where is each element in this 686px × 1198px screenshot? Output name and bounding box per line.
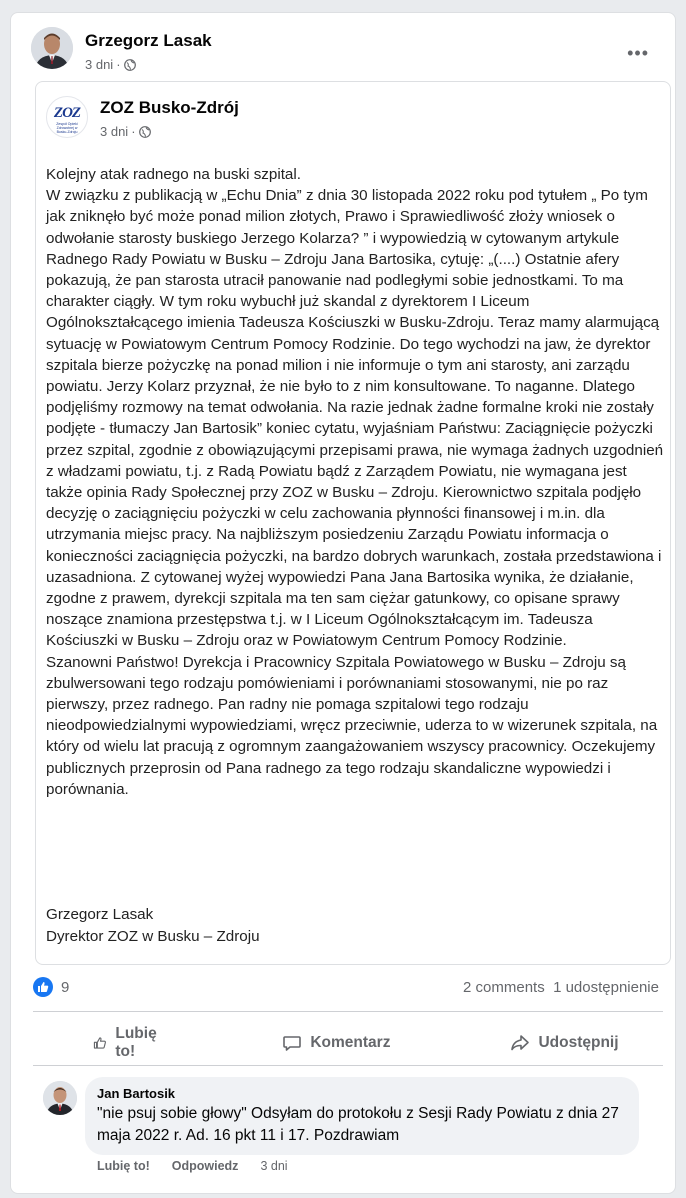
divider — [33, 1065, 663, 1066]
thumbs-up-icon — [93, 1033, 107, 1053]
shared-post — [35, 81, 671, 965]
comment-icon — [282, 1033, 302, 1053]
comment-reply-link[interactable]: Odpowiedz — [171, 1159, 239, 1173]
author-name[interactable]: Grzegorz Lasak — [85, 31, 212, 50]
globe-icon — [124, 59, 136, 71]
logo-text: ZOZ — [53, 105, 81, 121]
post-time[interactable]: 3 dni — [85, 57, 114, 72]
shares-count[interactable]: 1 udostępnienie — [553, 979, 659, 996]
post-body-text: Kolejny atak radnego na buski szpital. W związku z publikacją w „Echu Dnia” z dnia 30 listopada 2022 roku pod tytułem „ Po tym jak zniknęło być może ponad milion złotych, Prawo i Sprawiedliwość złoży wniosek o odwołanie starosty buskiego Jerzego Kolarza? ” i wypowiedzią w cytowanym artykule Radnego Rady Powiatu w Busku – Zdroju Jana Bartosika, cytuję: „(....) Ostatnie afery pokazują, że pan starosta utracił panowanie nad podległymi sobie jednostkami. To ma charakter ciągły. W tym roku wybuchł już skandal z dyrektorem I Liceum Ogólnokształcącego imienia Tadeusza Kościuszki w Busku-Zdroju. Teraz mamy alarmującą sytuację w Powiatowym Centrum Pomocy Rodzinie. Do tego wychodzi na jaw, że dyrektor szpitala bierze pożyczkę na ponad milion i nie informuje o tym ani starosty, ani zarządu powiatu. Jerzy Kolarz przyznał, że nie było to z nim konsultowane. To naganne. Dlatego podjęliśmy rozmowy na temat odwołania. Na razie jednak żadne formalne kroki nie zostały podjęte - tłumaczy Jan Bartosik” koniec cytatu, wyjaśniam Państwu: Zaciągnięcie pożyczki przez szpital, zgodnie z obowiązującymi przepisami prawa, nie wymaga żadnych uzgodnień z władzami powiatu, t.j. z Radą Powiatu bądź z Zarządem Powiatu, nie wymagana jest także opinia Rady Społecznej przy ZOZ w Busku – Zdroju. Kierownictwo szpitala podjęło decyzję o zaciągnięciu pożyczki w celu zachowania płynności finansowej i m.in. dla utrzymania miejsc pracy. Na najbliższym posiedzeniu Zarządu Powiatu informacja o konieczności zaciągnięcia pożyczki, na bardzo dobrych warunkach, została przedstawiona i uzasadniona. Z cytowanej wyżej wypowiedzi Pana Jana Bartosika wynika, że działanie, zgodne z prawem, dyrekcji szpitala ma ten sam ciężar gatunkowy, co opisane sprawy noszące znamiona przestępstwa t.j. w I Liceum Ogólnokształcącym im. Tadeusza Kościuszki w Busku – Zdroju oraz w Powiatowym Centrum Pomocy Rodzinie. Szanowni Państwo! Dyrekcja i Pracownicy Szpitala Powiatowego w Busku – Zdroju są zbulwersowani tego rodzaju pomówieniami i porównaniami stosowanymi, nie po raz pierwszy, przez radnego. Pan radny nie pomaga szpitalowi tego rodzaju nieodpowiedzialnymi wypowiedziami, wręcz przeciwnie, uderza to w wizerunek szpitala, na który od wielu lat pracują z ogromnym zaangażowaniem wszyscy pracownicy. Oczekujemy publicznych przeprosin od Pana radnego za tego rodzaju skandaliczne wypowiedzi i porównania. — [46, 166, 664, 798]
commenter-name[interactable]: Jan Bartosik — [97, 1086, 176, 1101]
share-icon — [510, 1033, 530, 1053]
like-button-label: Lubię to! — [115, 1025, 157, 1060]
post-meta: 3 dni · — [85, 57, 136, 72]
page-logo[interactable] — [46, 96, 88, 138]
shared-post-time[interactable]: 3 dni — [100, 124, 129, 139]
globe-icon — [139, 126, 151, 138]
author-avatar[interactable] — [31, 27, 73, 69]
logo-small-text: Zespół Opieki Zdrowotnej w Busku-Zdroju — [56, 122, 78, 134]
page-name[interactable]: ZOZ Busko-Zdrój — [100, 98, 239, 117]
post-card — [10, 12, 676, 1194]
commenter-avatar[interactable] — [43, 1081, 77, 1115]
comment-button[interactable] — [222, 1023, 450, 1063]
like-reaction-icon[interactable] — [33, 977, 53, 997]
more-options-icon[interactable]: ••• — [627, 43, 649, 63]
signature-name: Grzegorz Lasak — [46, 906, 154, 923]
share-button-label: Udostępnij — [538, 1034, 619, 1051]
comment-bubble — [85, 1077, 639, 1155]
signature-title: Dyrektor ZOZ w Busku – Zdroju — [46, 928, 260, 945]
divider — [33, 1011, 663, 1012]
post-actions — [33, 1023, 663, 1063]
post-header — [31, 27, 657, 79]
like-button[interactable] — [33, 1023, 222, 1063]
comment-time[interactable]: 3 dni — [260, 1159, 288, 1173]
comment — [41, 1077, 661, 1187]
comment-text: "nie psuj sobie głowy" Odsyłam do protokołu z Sesji Rady Powiatu z dnia 27 maja 2022 r. Ad. 16 pkt 11 i 17. Pozdrawiam — [97, 1105, 619, 1144]
like-count[interactable]: 9 — [61, 979, 70, 996]
comment-actions — [97, 1159, 288, 1173]
stats-right — [463, 979, 659, 996]
comment-button-label: Komentarz — [310, 1034, 391, 1051]
post-stats — [33, 975, 663, 1005]
comment-like-link[interactable]: Lubię to! — [97, 1159, 150, 1173]
signature — [46, 904, 646, 948]
shared-post-meta: 3 dni · — [100, 124, 151, 139]
comments-count[interactable]: 2 comments — [463, 979, 545, 996]
share-button[interactable] — [450, 1023, 678, 1063]
